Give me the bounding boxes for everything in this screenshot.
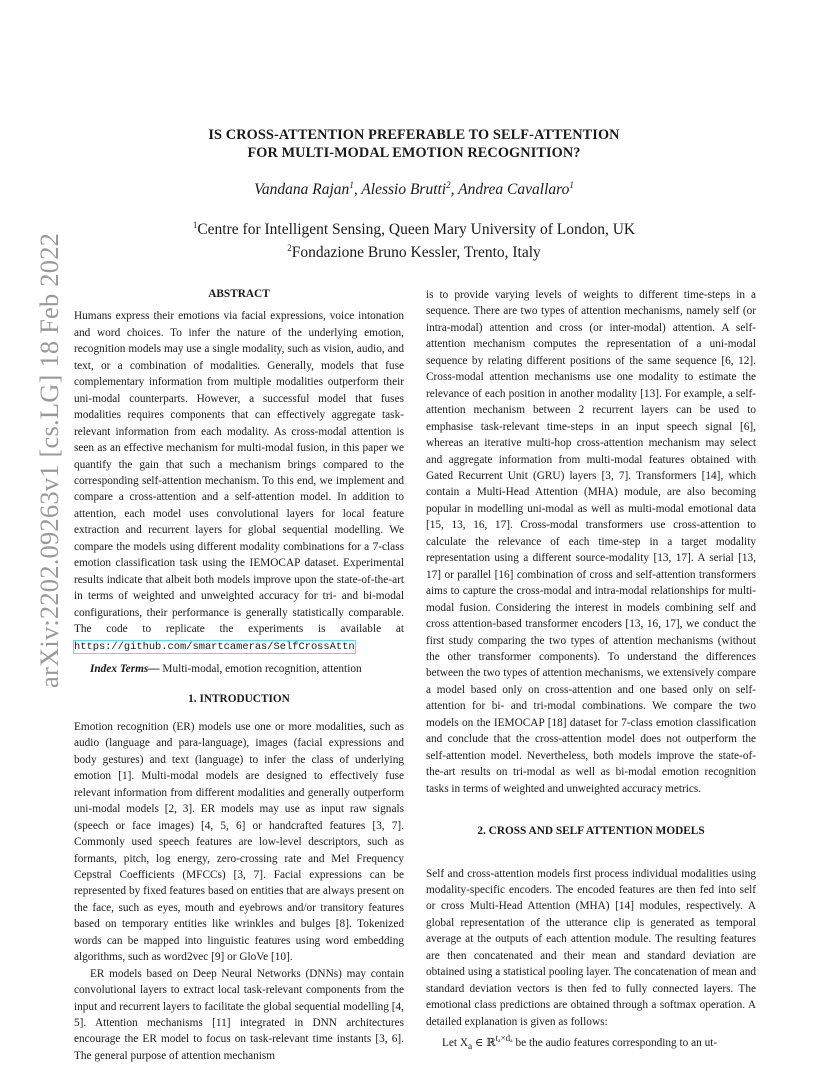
intro-paragraph-2: ER models based on Deep Neural Networks (DNNs) may contain convolutional layers to extract local task-relevant components from the input and recurrent layers to facilitate the global sequential modelling [4, 5]. Attention mechanisms [11] integrated in DNN architectures encourage the ER model to focus on task-relevant time instants [3, 6]. The general purpose of attention mechanism (74, 967, 404, 1062)
section2-heading: 2. CROSS AND SELF ATTENTION MODELS (477, 825, 705, 838)
section2-paragraph-1: Self and cross-attention models first process individual modalities using modality-specific encoders. The encoded features are then fed into self or cross Multi-Head Attention (MHA) [14] modules, respectively. A global representation of the utterance clip is generated as temporal average at the outputs of each attention module. The resulting features are then concatenated and their mean and standard deviation are obtained using a statistical pooling layer. The concatenation of mean and standard deviation vectors is then fed to fully connected layers. The emotional class predictions are obtained through a softmax operation. A detailed explanation is given as follows: (426, 867, 756, 1028)
affil-text: Centre for Intelligent Sensing, Queen Mary University of London, UK (197, 221, 636, 239)
intro-paragraph-1: Emotion recognition (ER) models use one or more modalities, such as audio (language and para-language), images (facial expressions and body gestures) and text (language) to infer the class of underlying emotion [1]. Multi-modal models are designed to effectively fuse relevant information from different modalities and generally outperform uni-modal models [2, 3]. ER models may use as input raw signals (speech or face images) [4, 5, 6] or handcrafted features [3, 7]. Commonly used speech features are low-level descriptors, such as formants, pitch, log energy, zero-crossing rate and Mel Frequency Cepstral Coefficients (MFCCs) [3, 7]. Facial expressions can be represented by fixed features based on entities that are always present on the face, such as eyes, mouth and eyebrows and/or transitory features based on temporary entities like wrinkles and bulges [8]. Tokenized words can be mapped into linguistic features using word embedding algorithms, such as word2vec [9] or GloVe [10]. (74, 720, 404, 964)
math-tail: be the audio features corresponding to an ut- (512, 1036, 718, 1049)
intro-paragraph-3: is to provide varying levels of weights to different time-steps in a sequence. There are two types of attention mechanisms, namely self (or intra-modal) attention and cross (or inter-modal) attention. A self-attention mechanism computes the representation of a uni-modal sequence by relating different positions of the same sequence [6, 12]. Cross-modal attention mechanisms use one modality to estimate the relevance of each position in another modality [13]. For example, a self-attention mechanism between 2 recurrent layers can be used to emphasise task-relevant time-steps in an input speech signal [6], whereas an iterative multi-hop cross-attention mechanism may select and aggregate information from multi-modal features obtained with Gated Recurrent Unit (GRU) layers [3, 7]. Transformers [14], which contain a Multi-Head Attention (MHA) module, are also becoming popular in modelling uni-modal as well as multi-modal emotional data [15, 13, 16, 17]. Cross-modal transformers use cross-attention to calculate the relevance of each time-step in a target modality representation using a different source-modality [13, 17]. A serial [13, 17] or parallel [16] combination of cross and self-attention transformers aims to capture the cross-modal and intra-modal relationships for multi-modal fusion. Considering the interest in models combining self and cross attention-based transformer encoders [13, 16, 17], we conduct the first study comparing the two types of attention mechanisms (without the other transformer components). To understand the differences between the two types of attention mechanisms, we extensively compare a model based only on cross-attention and one based only on self-attention for bi- and tri-modal combinations. We compare the two models on the IEMOCAP [18] dataset for 7-class emotion classification and conclude that the cross-attention model does not outperform the self-attention model. Nevertheless, both models improve the state-of-the-art results on tri-modal as well as bi-modal emotion recognition tasks in terms of weighted and unweighted accuracy metrics. (426, 289, 756, 795)
index-terms-label: Index Terms— (90, 662, 160, 675)
abstract-heading: ABSTRACT (208, 288, 270, 300)
index-terms-text: Multi-modal, emotion recognition, attention (162, 662, 362, 675)
math-text: Let X (442, 1036, 469, 1049)
math-exp: tₐ×dₐ (495, 1033, 513, 1044)
author-name: Andrea Cavallaro (458, 181, 570, 199)
affil-text: Fondazione Bruno Kessler, Trento, Italy (291, 244, 541, 262)
left-column (74, 286, 404, 1064)
arxiv-identifier: arXiv:2202.09263v1 [cs.LG] 18 Feb 2022 (34, 232, 64, 688)
abstract-body (74, 308, 404, 655)
author-name: Alessio Brutti (361, 181, 447, 199)
affil-mark: 1 (192, 220, 198, 230)
title-line-1: IS CROSS-ATTENTION PREFERABLE TO SELF-ATTENTION (208, 127, 620, 143)
arxiv-sidebar (14, 232, 64, 688)
author-name: Vandana Rajan (254, 181, 350, 199)
intro-heading: 1. INTRODUCTION (188, 693, 290, 706)
affiliation (130, 216, 698, 239)
code-link[interactable]: https://github.com/smartcameras/SelfCrossAttn (74, 640, 355, 653)
affiliations (130, 216, 698, 262)
abstract-text: Humans express their emotions via facial expressions, voice intonation and word choices. To infer the nature of the underlying emotion, recognition models may use a single modality, such as vision, audio, and text, or a combination of modalities. Generally, models that fuse complementary information from multiple modalities outperform their uni-modal counterparts. However, a successful model that fuses modalities requires components that can effectively aggregate task-relevant information from each modality. As cross-modal attention is seen as an effective mechanism for multi-modal fusion, in this paper we quantify the gain that such a mechanism brings compared to the corresponding self-attention mechanism. To this end, we implement and compare a cross-attention and a self-attention model. In addition to attention, each model uses convolutional layers for local feature extraction and recurrent layers for global sequential modelling. We compare the models using different modality combinations for a 7-class emotion classification task using the IEMOCAP dataset. Experimental results indicate that albeit both models improve upon the state-of-the-art in terms of weighted and unweighted accuracy for tri- and bi-modal configurations, their performance is generally statistically comparable. The code to replicate the experiments is available at (74, 310, 404, 636)
math-sub: a (468, 1042, 473, 1053)
author-affil-mark: 1 (569, 180, 574, 190)
index-terms (74, 661, 404, 677)
right-column (426, 287, 756, 1056)
affiliation (130, 239, 698, 262)
paper-title (130, 126, 698, 162)
authors: Vandana Rajan$^1$, Alessio Brutti$^2$, Andrea Cavallaro$^1$ (254, 180, 574, 199)
math-symbol: ∈ ℝ (472, 1036, 496, 1049)
section2-paragraph-2 (426, 1030, 756, 1055)
title-line-2: FOR MULTI-MODAL EMOTION RECOGNITION? (247, 145, 581, 161)
author-affil-mark: 1 (349, 180, 354, 190)
author-affil-mark: 2 (446, 180, 451, 190)
affil-mark: 2 (287, 243, 292, 254)
